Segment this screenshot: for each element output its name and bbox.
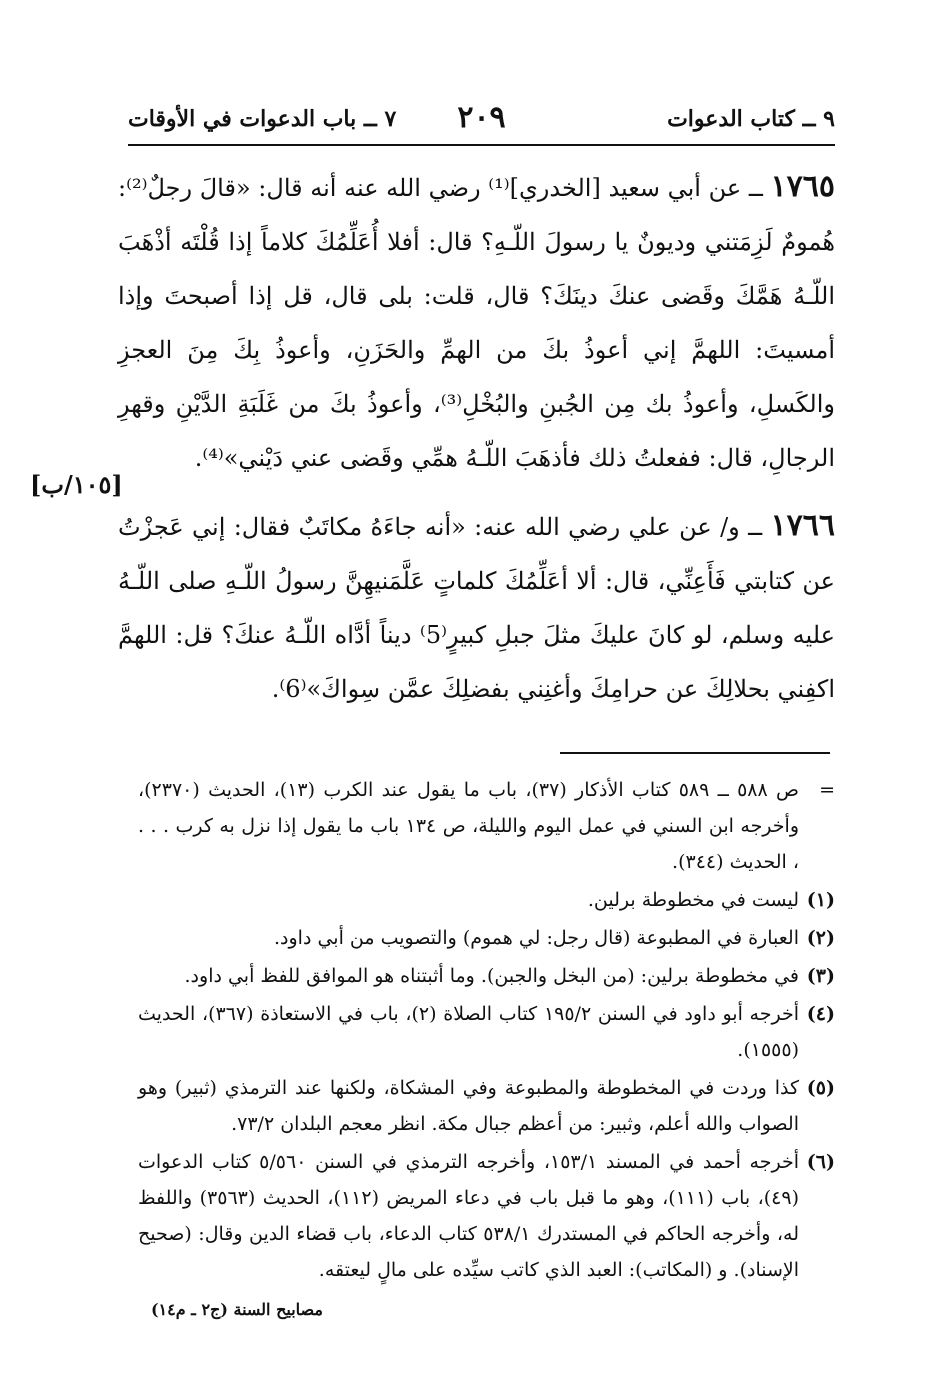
hadith-number: ١٧٦٥ [770,169,835,204]
footnote-text: ص ٥٨٨ ــ ٥٨٩ كتاب الأذكار (٣٧)، باب ما يقول عند الكرب (١٣)، الحديث (٢٣٧٠)، وأخرجه ابن السني في عمل اليوم والليلة، ص ١٣٤ باب ما يقول إذا نزل به كرب . . . ، الحديث (٣٤٤). [138,779,800,873]
footnote-1 [138,882,835,918]
footnote-text: كذا وردت في المخطوطة والمطبوعة وفي المشكاة، ولكنها عند الترمذي (ثبير) وهو الصواب والله أعلم، وثبير: من أعظم جبال مكة. انظر معجم البلدان ٧٣/٢. [138,1077,799,1135]
header-chapter-title: ٧ ــ باب الدعوات في الأوقات [128,106,397,132]
footnote-divider [560,752,830,754]
page-number: ٢٠٩ [457,100,506,135]
manuscript-folio-note: [١٠٥/ب] [30,470,123,499]
footnote-marker: (٤) [806,1003,835,1025]
printer-signature: مصابيح السنة (ج٢ ـ م١٤) [150,1300,323,1319]
footnote-marker: (١) [806,889,835,911]
footnote-text: أخرجه أحمد في المسند ١٥٣/١، وأخرجه الترمذي في السنن ٥/٥٦٠ كتاب الدعوات (٤٩)، باب (١١١)، وهو ما قبل باب في دعاء المريض (١١٢)، الحديث (٣٥٦٣) واللفظ له، وأخرجه الحاكم في المستدرك ٥٣٨/١ كتاب الدعاء، باب قضاء الدين وقال: (صحيح الإسناد). و (المكاتب): العبد الذي كاتب سيِّده على مالٍ ليعتقه. [138,1151,799,1281]
footnote-4 [138,996,835,1068]
footnote-text: ليست في مخطوطة برلين. [587,889,799,911]
footnote-2 [138,920,835,956]
footnote-text: أخرجه أبو داود في السنن ١٩٥/٢ كتاب الصلاة (٢)، باب في الاستعاذة (٣٦٧)، الحديث (١٥٥٥). [138,1003,799,1061]
footnote-text: العبارة في المطبوعة (قال رجل: لي هموم) والتصويب من أبي داود. [273,927,799,949]
footnote-3 [138,958,835,994]
hadith-number: ١٧٦٦ [770,508,835,543]
footnote-marker: (٥) [806,1077,835,1099]
hadith-text: ــ عن أبي سعيد [الخدري]⁽¹⁾ رضي الله عنه أنه قال: «قالَ رجلٌ⁽²⁾: هُمومٌ لَزِمَتني وديونٌ يا رسولَ اللّـهِ؟ قال: أفلا أُعَلِّمُكَ كلاماً إذا قُلْتَه أذْهَبَ اللّـهُ هَمَّكَ وقَضى عنكَ دينَكَ؟ قال، قلت: بلى قال، قل إذا أصبحتَ وإذا أمسيتَ: اللهمَّ إني أعوذُ بكَ من الهمِّ والحَزَنِ، وأعوذُ بِكَ مِنَ العجزِ والكَسلِ، وأعوذُ بك مِن الجُبنِ والبُخْلِ⁽³⁾، وأعوذُ بكَ من غَلَبَةِ الدَّيْنِ وقهرِ الرجالِ، قال: ففعلتُ ذلك فأذهَبَ اللّـهُ همِّي وقَضى عني دَيْني»⁽⁴⁾. [118,174,836,472]
footnote-marker: = [819,779,835,801]
footnote-5 [138,1070,835,1142]
footnote-marker: (٦) [806,1151,835,1173]
footnote-continuation [138,772,835,880]
hadith-text: ــ و/ عن علي رضي الله عنه: «أنه جاءَهُ مكاتَبٌ فقال: إني عَجزْتُ عن كتابتي فَأَعِنِّي، قال: ألا أعَلِّمُكَ كلماتٍ عَلَّمَنيهِنَّ رسولُ اللّـهِ صلى اللّـهُ عليه وسلم، لو كانَ عليكَ مثلَ جبلِ كبيرٍ⁽5⁾ ديناً أدَّاه اللّـهُ عنكَ؟ قل: اللهمَّ اكفِني بحلالِكَ عن حرامِكَ وأغنِني بفضلِكَ عمَّن سِواكَ»⁽6⁾. [118,513,835,703]
footnote-marker: (٢) [806,927,835,949]
main-text [118,160,835,716]
footnote-marker: (٣) [806,965,835,987]
footnotes [138,772,835,1290]
footnote-6 [138,1144,835,1288]
hadith-1766 [118,499,835,716]
running-header [128,100,835,146]
hadith-1765 [118,160,835,485]
footnote-text: في مخطوطة برلين: (من البخل والجبن). وما أثبتناه هو الموافق للفظ أبي داود. [184,965,799,987]
header-book-title: ٩ ــ كتاب الدعوات [667,106,835,132]
